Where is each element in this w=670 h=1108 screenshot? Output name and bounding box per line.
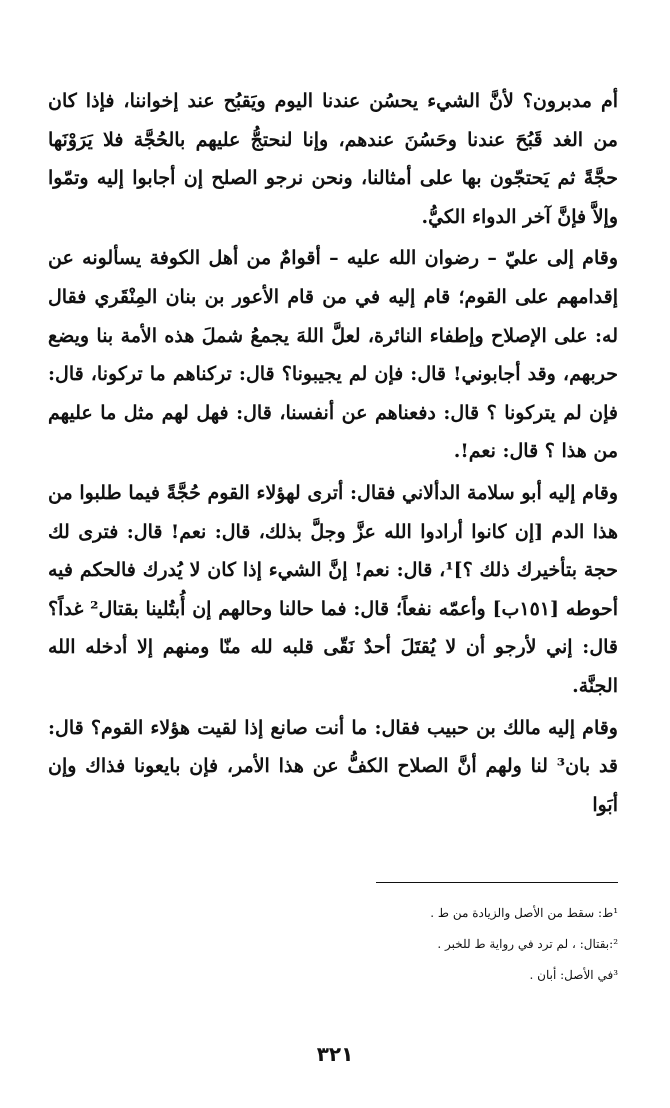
paragraph-1: أم مدبرون؟ لأنَّ الشيء يحسُن عندنا اليوم ويَقبُح عند إخواننا، فإذا كان من الغد قَبُحَ عندنا وحَسُنَ عندهم، وإنا لنحتجُّ عليهم بالحُجَّة فلا يَرَوْنَها حجَّةً ثم يَحتجّون بها على أمثالنا، ونحن نرجو الصلح إن أجابوا إليه وتمّوا وإلاَّ فإنَّ آخر الدواء الكيُّ. [48, 90, 618, 228]
footnote-3: ³في الأصل: أبان . [529, 968, 618, 982]
page-number: ٣٢١ [316, 1042, 354, 1066]
paragraph-4: وقام إليه مالك بن حبيب فقال: ما أنت صانع إذا لقيت هؤلاء القوم؟ قال: قد بان³ لنا ولهم أنَّ الصلاح الكفُّ عن هذا الأمر، فإن بايعونا فذاك وإن أبَوا [48, 716, 618, 816]
paragraph-2: وقام إلى عليّ – رضوان الله عليه – أقوامٌ من أهل الكوفة يسألونه عن إقدامهم على القوم؛ قام إليه في من قام الأعور بن بنان المِنْقَري فقال له: على الإصلاح وإطفاء النائرة، لعلَّ اللهَ يجمعُ شملَ هذه الأمة بنا ويضع حربهم، وقد أجابوني! قال: فإن لم يجيبونا؟ قال: تركناهم ما تركونا، قال: فإن لم يتركونا ؟ قال: دفعناهم عن أنفسنا، قال: فهل لهم مثل ما عليهم من هذا ؟ قال: نعم!. [48, 247, 618, 463]
footnote-separator [376, 882, 618, 883]
footnote-2: ²:بقتال: ، لم ترد في رواية ط للخبر . [437, 937, 618, 951]
footnote-1: ¹ط: سقط من الأصل والزيادة من ط . [430, 906, 618, 920]
body-text [48, 82, 618, 827]
paragraph-3: وقام إليه أبو سلامة الدألاني فقال: أترى لهؤلاء القوم حُجَّةً فيما طلبوا من هذا الدم [إن كانوا أرادوا الله عزَّ وجلَّ بذلك، قال: نعم! قال: فترى لك حجة بتأخيرك ذلك ؟]¹، قال: نعم! إنَّ الشيء إذا كان لا يُدرك فالحكم فيه أحوطه [١٥١ب] وأعمّه نفعاً؛ قال: فما حالنا وحالهم إن أُبتُلينا بقتال² غداً؟ قال: إني لأرجو أن لا يُقتَلَ أحدٌ نَقّى قلبه لله منّا ومنهم إلا أدخله الله الجنَّة. [48, 481, 619, 697]
footnotes [58, 898, 618, 991]
